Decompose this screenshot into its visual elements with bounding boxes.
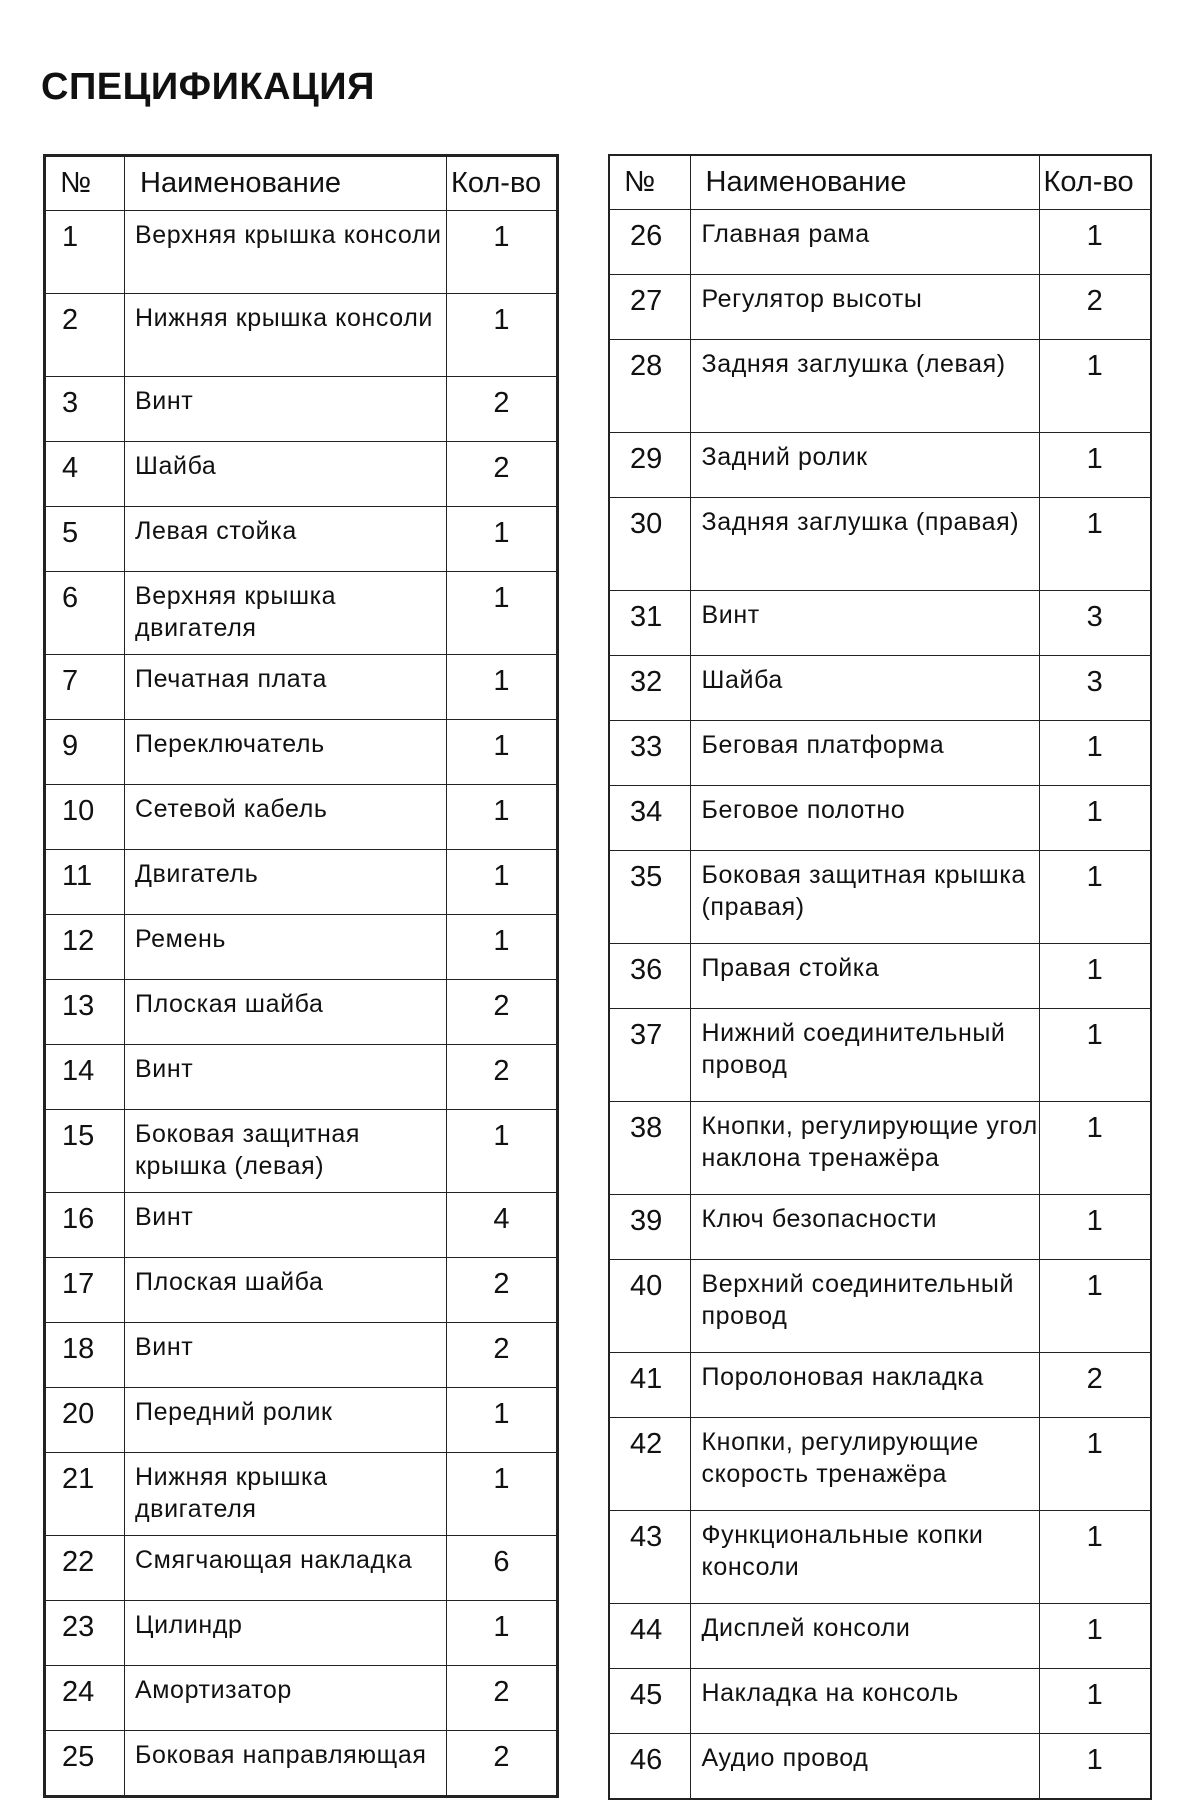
row-quantity: 6 <box>447 1536 558 1601</box>
row-number: 43 <box>609 1511 690 1604</box>
row-quantity: 1 <box>447 572 558 655</box>
row-quantity: 1 <box>447 1453 558 1536</box>
table-row <box>45 1045 558 1110</box>
row-number: 13 <box>45 980 125 1045</box>
row-number: 18 <box>45 1323 125 1388</box>
row-name: Верхняя крышка консоли <box>125 211 447 294</box>
row-quantity: 2 <box>447 980 558 1045</box>
row-quantity: 1 <box>1039 944 1151 1009</box>
row-name: Функциональные копки консоли <box>690 1511 1039 1604</box>
row-name: Правая стойка <box>690 944 1039 1009</box>
row-quantity: 1 <box>447 294 558 377</box>
row-number: 7 <box>45 655 125 720</box>
table-row <box>609 656 1151 721</box>
row-number: 9 <box>45 720 125 785</box>
row-number: 22 <box>45 1536 125 1601</box>
row-quantity: 1 <box>1039 1669 1151 1734</box>
row-number: 16 <box>45 1193 125 1258</box>
row-number: 3 <box>45 377 125 442</box>
table-row <box>45 211 558 294</box>
table-row <box>609 1353 1151 1418</box>
row-name: Винт <box>125 1323 447 1388</box>
row-quantity: 1 <box>447 785 558 850</box>
table-row <box>609 1734 1151 1800</box>
table-row <box>609 786 1151 851</box>
row-quantity: 2 <box>447 442 558 507</box>
row-number: 29 <box>609 433 690 498</box>
row-number: 11 <box>45 850 125 915</box>
table-row <box>609 275 1151 340</box>
row-name: Винт <box>690 591 1039 656</box>
row-name: Задний ролик <box>690 433 1039 498</box>
row-name: Регулятор высоты <box>690 275 1039 340</box>
row-name: Боковая защитная крышка (левая) <box>125 1110 447 1193</box>
table-row <box>45 1323 558 1388</box>
row-number: 26 <box>609 210 690 275</box>
row-number: 10 <box>45 785 125 850</box>
row-name: Шайба <box>690 656 1039 721</box>
table-row <box>609 944 1151 1009</box>
table-row <box>45 915 558 980</box>
row-quantity: 1 <box>1039 1009 1151 1102</box>
row-number: 21 <box>45 1453 125 1536</box>
row-name: Беговая платформа <box>690 721 1039 786</box>
table-row <box>45 850 558 915</box>
row-number: 35 <box>609 851 690 944</box>
column-header-name: Наименование <box>690 155 1039 210</box>
table-row <box>609 1102 1151 1195</box>
row-name: Аудио провод <box>690 1734 1039 1800</box>
spec-table-right <box>608 154 1152 1800</box>
table-row <box>609 851 1151 944</box>
table-row <box>45 442 558 507</box>
row-number: 33 <box>609 721 690 786</box>
row-number: 38 <box>609 1102 690 1195</box>
table-row <box>609 1511 1151 1604</box>
row-number: 14 <box>45 1045 125 1110</box>
table-row <box>609 340 1151 433</box>
row-name: Цилиндр <box>125 1601 447 1666</box>
table-row <box>609 1260 1151 1353</box>
header-row <box>45 156 558 211</box>
row-name: Винт <box>125 1045 447 1110</box>
row-number: 46 <box>609 1734 690 1800</box>
table-row <box>45 1110 558 1193</box>
row-name: Кнопки, регулирующие угол наклона тренажёра <box>690 1102 1039 1195</box>
column-header-qty: Кол-во <box>1039 155 1151 210</box>
table-row <box>45 294 558 377</box>
row-name: Смягчающая накладка <box>125 1536 447 1601</box>
row-name: Сетевой кабель <box>125 785 447 850</box>
row-name: Верхний соединительный провод <box>690 1260 1039 1353</box>
row-quantity: 1 <box>1039 1102 1151 1195</box>
row-quantity: 2 <box>1039 1353 1151 1418</box>
row-name: Поролоновая накладка <box>690 1353 1039 1418</box>
table-row <box>45 572 558 655</box>
row-name: Ремень <box>125 915 447 980</box>
table-row <box>45 720 558 785</box>
row-name: Левая стойка <box>125 507 447 572</box>
row-number: 23 <box>45 1601 125 1666</box>
table-row <box>45 1666 558 1731</box>
row-number: 2 <box>45 294 125 377</box>
row-number: 40 <box>609 1260 690 1353</box>
row-number: 32 <box>609 656 690 721</box>
row-number: 41 <box>609 1353 690 1418</box>
row-name: Боковая защитная крышка (правая) <box>690 851 1039 944</box>
row-quantity: 2 <box>447 1666 558 1731</box>
table-row <box>45 1453 558 1536</box>
table-row <box>45 785 558 850</box>
column-header-num: № <box>45 156 125 211</box>
row-name: Задняя заглушка (правая) <box>690 498 1039 591</box>
table-row <box>45 507 558 572</box>
row-number: 37 <box>609 1009 690 1102</box>
row-number: 15 <box>45 1110 125 1193</box>
table-row <box>45 377 558 442</box>
row-number: 44 <box>609 1604 690 1669</box>
table-row <box>609 210 1151 275</box>
spec-table-left <box>43 154 559 1798</box>
row-quantity: 1 <box>447 211 558 294</box>
row-quantity: 1 <box>1039 851 1151 944</box>
row-quantity: 4 <box>447 1193 558 1258</box>
row-number: 12 <box>45 915 125 980</box>
row-name: Передний ролик <box>125 1388 447 1453</box>
row-number: 27 <box>609 275 690 340</box>
row-number: 31 <box>609 591 690 656</box>
row-quantity: 1 <box>1039 433 1151 498</box>
table-row <box>45 1601 558 1666</box>
row-name: Дисплей консоли <box>690 1604 1039 1669</box>
row-quantity: 1 <box>1039 1260 1151 1353</box>
column-header-name: Наименование <box>125 156 447 211</box>
row-name: Накладка на консоль <box>690 1669 1039 1734</box>
table-row <box>609 1669 1151 1734</box>
row-number: 20 <box>45 1388 125 1453</box>
row-name: Шайба <box>125 442 447 507</box>
row-quantity: 2 <box>447 1731 558 1797</box>
row-quantity: 1 <box>447 1601 558 1666</box>
row-quantity: 1 <box>447 655 558 720</box>
row-quantity: 1 <box>1039 210 1151 275</box>
row-quantity: 1 <box>447 915 558 980</box>
row-number: 17 <box>45 1258 125 1323</box>
row-quantity: 1 <box>1039 1511 1151 1604</box>
row-name: Нижняя крышка двигателя <box>125 1453 447 1536</box>
row-number: 28 <box>609 340 690 433</box>
spec-table-left-body <box>45 211 558 1797</box>
row-quantity: 1 <box>1039 1418 1151 1511</box>
row-name: Ключ безопасности <box>690 1195 1039 1260</box>
table-row <box>609 1195 1151 1260</box>
row-name: Винт <box>125 1193 447 1258</box>
row-quantity: 1 <box>1039 340 1151 433</box>
spec-table-right-body <box>609 210 1151 1800</box>
row-quantity: 1 <box>1039 1734 1151 1800</box>
row-quantity: 1 <box>1039 721 1151 786</box>
row-number: 5 <box>45 507 125 572</box>
row-quantity: 1 <box>1039 1604 1151 1669</box>
row-number: 34 <box>609 786 690 851</box>
table-row <box>609 498 1151 591</box>
column-header-num: № <box>609 155 690 210</box>
row-number: 42 <box>609 1418 690 1511</box>
row-quantity: 2 <box>447 1258 558 1323</box>
row-number: 45 <box>609 1669 690 1734</box>
row-number: 1 <box>45 211 125 294</box>
row-quantity: 1 <box>447 720 558 785</box>
table-row <box>45 1193 558 1258</box>
table-row <box>45 655 558 720</box>
row-quantity: 1 <box>447 850 558 915</box>
header-row <box>609 155 1151 210</box>
row-quantity: 3 <box>1039 591 1151 656</box>
row-quantity: 1 <box>447 1388 558 1453</box>
table-row <box>609 1009 1151 1102</box>
row-quantity: 1 <box>447 1110 558 1193</box>
row-name: Плоская шайба <box>125 1258 447 1323</box>
row-number: 24 <box>45 1666 125 1731</box>
row-name: Переключатель <box>125 720 447 785</box>
table-row <box>45 1258 558 1323</box>
row-number: 36 <box>609 944 690 1009</box>
table-row <box>609 1604 1151 1669</box>
row-name: Верхняя крышка двигателя <box>125 572 447 655</box>
row-quantity: 1 <box>1039 1195 1151 1260</box>
row-number: 25 <box>45 1731 125 1797</box>
row-quantity: 2 <box>1039 275 1151 340</box>
row-number: 39 <box>609 1195 690 1260</box>
row-name: Главная рама <box>690 210 1039 275</box>
row-quantity: 2 <box>447 1045 558 1110</box>
row-name: Задняя заглушка (левая) <box>690 340 1039 433</box>
table-row <box>45 1731 558 1797</box>
row-quantity: 2 <box>447 377 558 442</box>
row-quantity: 1 <box>447 507 558 572</box>
row-number: 6 <box>45 572 125 655</box>
table-row <box>45 1388 558 1453</box>
table-row <box>609 721 1151 786</box>
row-number: 4 <box>45 442 125 507</box>
table-row <box>609 591 1151 656</box>
row-name: Двигатель <box>125 850 447 915</box>
column-header-qty: Кол-во <box>447 156 558 211</box>
row-name: Плоская шайба <box>125 980 447 1045</box>
row-quantity: 2 <box>447 1323 558 1388</box>
row-name: Кнопки, регулирующие скорость тренажёра <box>690 1418 1039 1511</box>
row-quantity: 1 <box>1039 786 1151 851</box>
row-name: Амортизатор <box>125 1666 447 1731</box>
row-name: Печатная плата <box>125 655 447 720</box>
table-row <box>45 980 558 1045</box>
page-title: СПЕЦИФИКАЦИЯ <box>41 66 375 108</box>
row-name: Винт <box>125 377 447 442</box>
row-name: Боковая направляющая <box>125 1731 447 1797</box>
row-name: Нижняя крышка консоли <box>125 294 447 377</box>
row-quantity: 1 <box>1039 498 1151 591</box>
table-row <box>609 1418 1151 1511</box>
row-name: Нижний соединительный провод <box>690 1009 1039 1102</box>
row-quantity: 3 <box>1039 656 1151 721</box>
row-number: 30 <box>609 498 690 591</box>
table-row <box>45 1536 558 1601</box>
table-row <box>609 433 1151 498</box>
row-name: Беговое полотно <box>690 786 1039 851</box>
